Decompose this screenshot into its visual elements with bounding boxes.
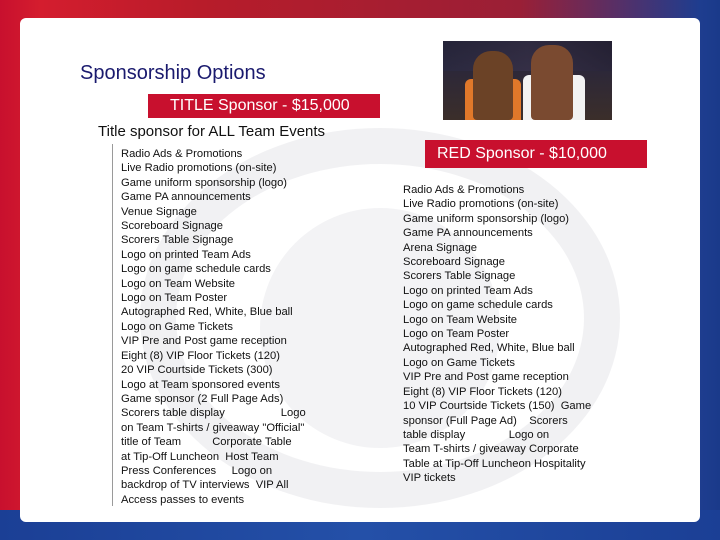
benefit-item: Table at Tip-Off Luncheon Hospitality [403,457,586,470]
benefit-item: Logo on Team Website [403,313,518,326]
benefit-item: Game PA announcements [403,227,533,240]
benefit-item: Eight (8) VIP Floor Tickets (120) [403,385,562,398]
benefit-item: 20 VIP Courtside Tickets (300) [121,364,273,377]
title-sponsor-banner: TITLE Sponsor - $15,000 [148,94,380,118]
basketball-players-photo [443,41,612,120]
benefit-item: VIP tickets [403,472,456,485]
benefit-item: Autographed Red, White, Blue ball [403,342,575,355]
benefit-item: VIP Pre and Post game reception [403,371,569,384]
benefit-item: table display Logo on [403,428,550,441]
benefit-item: Game uniform sponsorship (logo) [403,212,570,225]
benefit-item: Game sponsor (2 Full Page Ads) [121,392,284,405]
benefit-item: title of Team Corporate Table [121,436,292,449]
benefit-item: Logo at Team sponsored events [121,378,281,391]
benefit-item: Game PA announcements [121,191,251,204]
page-title: Sponsorship Options [80,62,266,84]
benefit-item: backdrop of TV interviews VIP All [121,479,289,492]
benefit-item: Eight (8) VIP Floor Tickets (120) [121,349,280,362]
benefit-item: Scoreboard Signage [403,256,506,269]
benefit-item: Press Conferences Logo on [121,464,273,477]
benefit-item: 10 VIP Courtside Tickets (150) Game [403,400,592,413]
benefit-item: Autographed Red, White, Blue ball [121,306,293,319]
benefit-item: Game uniform sponsorship (logo) [121,176,288,189]
benefit-item: VIP Pre and Post game reception [121,335,287,348]
benefit-item: Arena Signage [403,241,478,254]
benefit-item: Logo on printed Team Ads [403,284,533,297]
benefit-item: Live Radio promotions (on-site) [403,198,559,211]
title-sponsor-description: Title sponsor for ALL Team Events [98,123,326,140]
benefit-item: Logo on printed Team Ads [121,248,251,261]
benefit-item: Logo on Game Tickets [121,320,233,333]
benefit-item: Radio Ads & Promotions [403,184,525,196]
benefit-item: Logo on Team Website [121,277,236,290]
benefit-item: Scorers table display Logo [121,407,306,420]
red-sponsor-banner: RED Sponsor - $10,000 [425,140,647,168]
benefit-item: Scorers Table Signage [403,270,516,283]
benefit-item: sponsor (Full Page Ad) Scorers [403,414,568,427]
benefit-item: Access passes to events [121,493,245,506]
benefit-item: on Team T-shirts / giveaway "Official" [121,421,305,434]
benefit-item: Radio Ads & Promotions [121,148,243,160]
benefit-item: Live Radio promotions (on-site) [121,162,277,175]
benefit-item: Logo on game schedule cards [121,263,271,276]
benefit-item: Team T-shirts / giveaway Corporate [403,443,579,456]
benefit-item: Logo on Game Tickets [403,356,515,369]
benefit-item: Scorers Table Signage [121,234,234,247]
benefit-item: Logo on Team Poster [403,328,510,341]
benefit-item: Logo on Team Poster [121,292,228,305]
title-sponsor-benefits [121,147,331,507]
benefit-item: Venue Signage [121,205,197,218]
benefit-item: at Tip-Off Luncheon Host Team [121,450,279,463]
red-sponsor-benefits [403,183,613,486]
benefit-item: Logo on game schedule cards [403,299,553,312]
benefit-item: Scoreboard Signage [121,220,224,233]
